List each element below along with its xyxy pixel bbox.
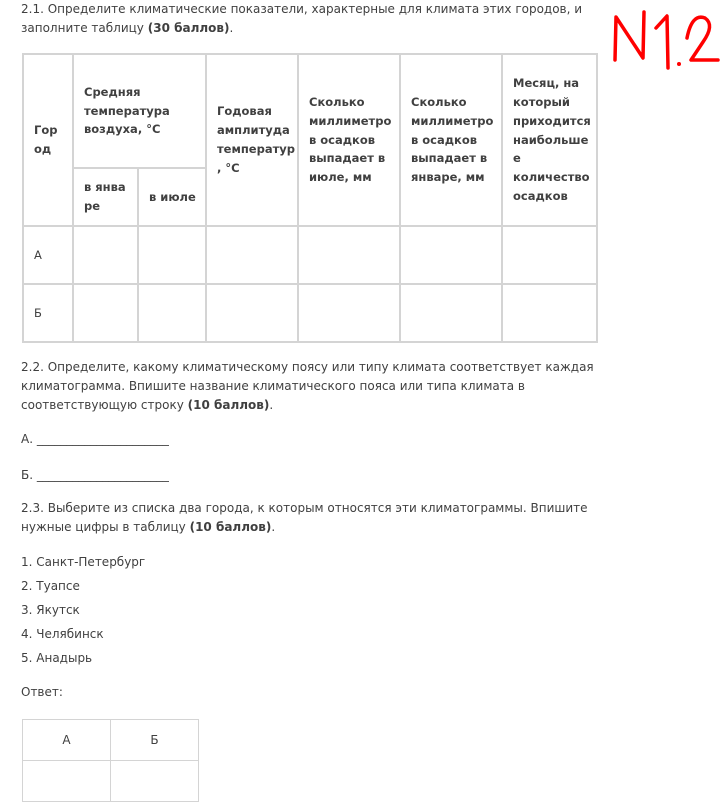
list-item: 2. Туапсе bbox=[21, 579, 80, 593]
task-2-2-points: (10 баллов) bbox=[187, 398, 270, 412]
task-2-2-instructions bbox=[21, 358, 601, 415]
answer-cell[interactable] bbox=[400, 284, 502, 342]
answer-label: Ответ: bbox=[21, 685, 63, 699]
task-2-1-end: . bbox=[229, 21, 234, 35]
header-annual-amplitude: Годовая амплитуда температур , °C bbox=[206, 54, 298, 226]
table-row bbox=[23, 284, 597, 342]
answer-line-b[interactable]: Б. ______________________ bbox=[21, 468, 169, 482]
answer-cell-a[interactable] bbox=[23, 761, 111, 802]
answer-cell[interactable] bbox=[73, 226, 138, 284]
answer-cell[interactable] bbox=[138, 226, 206, 284]
table-row bbox=[23, 226, 597, 284]
list-item: 1. Санкт-Петербург bbox=[21, 555, 146, 569]
task-2-2-text: 2.2. Определите, какому климатическому поясу или типу климата соответствует каждая климатограмма. Впишите название климатического пояса или типа климата в соответствующую строку bbox=[21, 360, 594, 412]
task-2-1-instructions bbox=[21, 0, 601, 38]
row-label-a: А bbox=[23, 226, 73, 284]
task-2-1-points: (30 баллов) bbox=[147, 21, 230, 35]
list-item: 3. Якутск bbox=[21, 603, 80, 617]
climate-indicators-table bbox=[22, 53, 598, 343]
handwritten-annotation bbox=[607, 0, 725, 80]
header-january: в янва ре bbox=[73, 168, 138, 226]
task-2-3-end: . bbox=[271, 520, 276, 534]
task-2-3-instructions bbox=[21, 499, 601, 537]
task-2-3-points: (10 баллов) bbox=[189, 520, 272, 534]
header-month-max-precipitation: Месяц, на который приходится наибольше е количество осадков bbox=[502, 54, 597, 226]
answer-cell[interactable] bbox=[502, 284, 597, 342]
task-2-2-end: . bbox=[269, 398, 274, 412]
answer-column-b: Б bbox=[111, 720, 199, 761]
answer-column-a: А bbox=[23, 720, 111, 761]
answer-cell[interactable] bbox=[206, 284, 298, 342]
answer-cell[interactable] bbox=[298, 226, 400, 284]
list-item: 5. Анадырь bbox=[21, 651, 93, 665]
header-precipitation-january: Сколько миллиметро в осадков выпадает в январе, мм bbox=[400, 54, 502, 226]
answer-cell-b[interactable] bbox=[111, 761, 199, 802]
answer-cell[interactable] bbox=[206, 226, 298, 284]
answer-cell[interactable] bbox=[138, 284, 206, 342]
header-precipitation-july: Сколько миллиметро в осадков выпадает в июле, мм bbox=[298, 54, 400, 226]
header-july: в июле bbox=[138, 168, 206, 226]
answer-table bbox=[22, 719, 199, 802]
answer-cell[interactable] bbox=[502, 226, 597, 284]
row-label-b: Б bbox=[23, 284, 73, 342]
answer-cell[interactable] bbox=[298, 284, 400, 342]
list-item: 4. Челябинск bbox=[21, 627, 104, 641]
answer-line-a[interactable]: А. ______________________ bbox=[21, 432, 169, 446]
header-avg-temperature: Средняя температура воздуха, °C bbox=[73, 54, 206, 168]
task-2-3-text: 2.3. Выберите из списка два города, к которым относятся эти климатограммы. Впишите нужные цифры в таблицу bbox=[21, 501, 588, 534]
header-city: Гор од bbox=[23, 54, 73, 226]
task-2-1-text: 2.1. Определите климатические показатели, характерные для климата этих городов, и заполните таблицу bbox=[21, 2, 583, 35]
answer-cell[interactable] bbox=[400, 226, 502, 284]
answer-cell[interactable] bbox=[73, 284, 138, 342]
